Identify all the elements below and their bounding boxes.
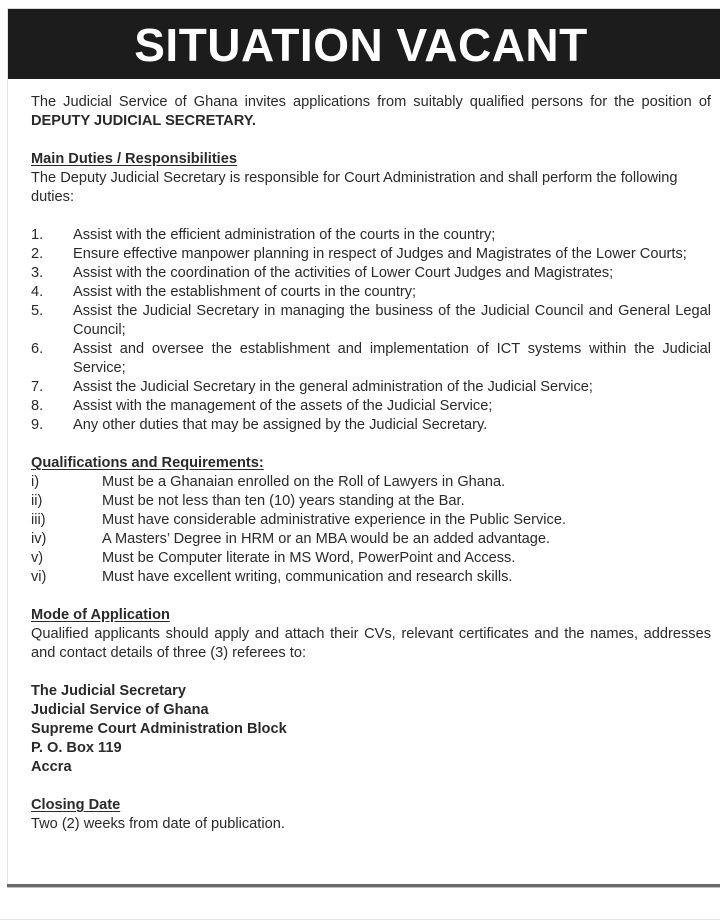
closing-text: Two (2) weeks from date of publication. — [31, 816, 285, 832]
list-number: 7. — [31, 379, 44, 395]
duties-description: The Deputy Judicial Secretary is responsible for Court Administration and shall perform the following duties: — [31, 170, 678, 205]
list-number: ii) — [31, 493, 43, 509]
list-text: Assist with the establishment of courts in the country; — [73, 284, 417, 300]
list-number: 9. — [31, 417, 44, 433]
address-building: Supreme Court Administration Block — [31, 721, 287, 737]
closing-heading: Closing Date — [31, 797, 121, 813]
list-text: Any other duties that may be assigned by the Judicial Secretary. — [73, 417, 488, 433]
list-number: 6. — [31, 341, 44, 357]
list-number: i) — [31, 474, 40, 490]
application-heading: Mode of Application — [31, 607, 170, 623]
address-po-box: P. O. Box 119 — [31, 740, 122, 756]
list-number: iv) — [31, 531, 47, 547]
list-text: Assist the Judicial Secretary in the general administration of the Judicial Service; — [73, 379, 593, 395]
list-item — [31, 302, 711, 340]
list-text: Ensure effective manpower planning in respect of Judges and Magistrates of the Lower Courts; — [73, 246, 687, 262]
duties-list — [31, 226, 711, 435]
list-text: Must have considerable administrative experience in the Public Service. — [102, 512, 566, 528]
list-item — [31, 226, 711, 245]
header-banner — [8, 9, 720, 79]
list-item — [31, 378, 711, 397]
list-item — [31, 416, 711, 435]
list-text: Must have excellent writing, communication and research skills. — [102, 569, 513, 585]
list-text: Must be Computer literate in MS Word, PowerPoint and Access. — [102, 550, 516, 566]
application-text: Qualified applicants should apply and attach their CVs, relevant certificates and the names, addresses and contact details of three (3) referees to: — [31, 626, 711, 661]
list-text: A Masters’ Degree in HRM or an MBA would be an added advantage. — [102, 531, 551, 547]
qualifications-heading: Qualifications and Requirements: — [31, 455, 264, 471]
list-item — [31, 283, 711, 302]
intro-text: The Judicial Service of Ghana invites applications from suitably qualified persons for the position of — [31, 94, 711, 110]
list-item — [31, 264, 711, 283]
qualifications-list — [31, 473, 711, 587]
list-item — [31, 568, 711, 587]
list-number: 4. — [31, 284, 44, 300]
bottom-divider — [7, 884, 720, 888]
advert-body — [31, 93, 711, 834]
page-title: SITUATION VACANT — [134, 19, 588, 71]
duties-heading: Main Duties / Responsibilities — [31, 151, 237, 167]
list-number: 5. — [31, 303, 44, 319]
list-item — [31, 340, 711, 378]
position-title: DEPUTY JUDICIAL SECRETARY. — [31, 113, 256, 129]
address-city: Accra — [31, 759, 72, 775]
list-text: Assist with the coordination of the activities of Lower Court Judges and Magistrates; — [73, 265, 614, 281]
list-number: vi) — [31, 569, 47, 585]
page-edge-line — [0, 919, 720, 920]
list-item — [31, 530, 711, 549]
list-number: iii) — [31, 512, 46, 528]
list-number: 1. — [31, 227, 44, 243]
intro-paragraph — [31, 93, 711, 131]
address-recipient: The Judicial Secretary — [31, 683, 186, 699]
list-item — [31, 492, 711, 511]
list-item — [31, 397, 711, 416]
list-item — [31, 245, 711, 264]
list-text: Must be not less than ten (10) years standing at the Bar. — [102, 493, 465, 509]
list-text: Assist the Judicial Secretary in managing the business of the Judicial Council and General Legal Council; — [73, 303, 711, 338]
list-number: v) — [31, 550, 44, 566]
list-text: Must be a Ghanaian enrolled on the Roll of Lawyers in Ghana. — [102, 474, 506, 490]
list-text: Assist and oversee the establishment and implementation of ICT systems within the Judicial Service; — [73, 341, 711, 376]
mailing-address — [31, 682, 711, 777]
list-item — [31, 511, 711, 530]
list-text: Assist with the management of the assets of the Judicial Service; — [73, 398, 493, 414]
address-organization: Judicial Service of Ghana — [31, 702, 209, 718]
list-item — [31, 549, 711, 568]
list-number: 3. — [31, 265, 44, 281]
list-number: 8. — [31, 398, 44, 414]
list-item — [31, 473, 711, 492]
list-number: 2. — [31, 246, 44, 262]
list-text: Assist with the efficient administration of the courts in the country; — [73, 227, 496, 243]
